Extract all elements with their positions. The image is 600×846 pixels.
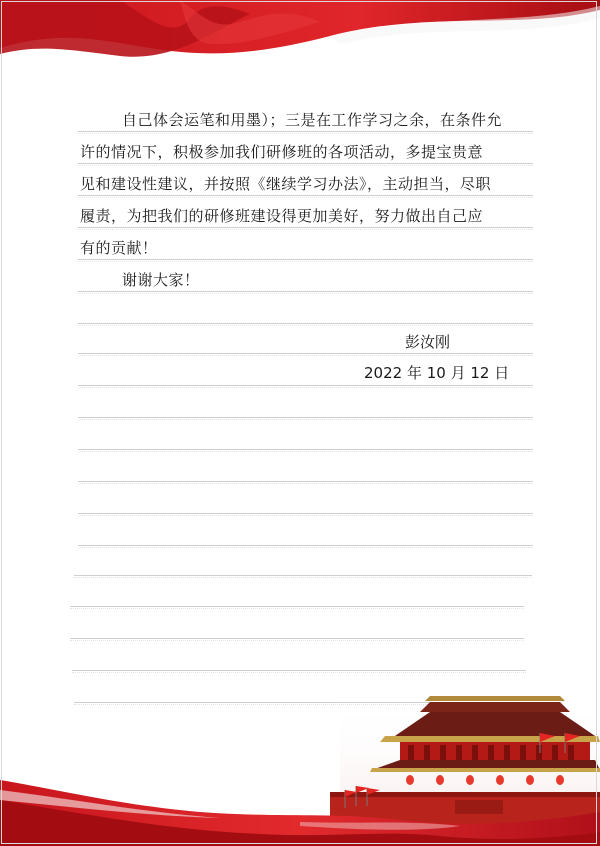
ruled-line (78, 227, 533, 228)
ruled-line (70, 638, 524, 639)
tiananmen-gate-illustration (330, 696, 600, 832)
ruled-line (78, 323, 533, 324)
ruled-line (72, 670, 526, 671)
signature-name: 彭汝刚 (405, 333, 451, 351)
paragraph-line: 许的情况下，积极参加我们研修班的各项活动，多提宝贵意 (80, 143, 484, 161)
ruled-line (78, 545, 533, 546)
signature-date: 2022 年 10 月 12 日 (364, 364, 510, 382)
ruled-line (78, 385, 533, 386)
closing-line: 谢谢大家！ (122, 271, 200, 289)
ruled-line (78, 353, 533, 354)
top-red-ribbon-banner (0, 0, 600, 80)
ruled-line (78, 195, 533, 196)
paragraph-line: 自己体会运笔和用墨）；三是在工作学习之余，在条件允 (122, 111, 503, 129)
paragraph-line: 见和建设性建议，并按照《继续学习办法》，主动担当，尽职 (80, 175, 492, 193)
ruled-line (78, 513, 533, 514)
ruled-line (78, 481, 533, 482)
ruled-line (78, 131, 533, 132)
ruled-line (78, 259, 533, 260)
ruled-line (78, 163, 533, 164)
ruled-line (70, 606, 524, 607)
paragraph-line: 履责，为把我们的研修班建设得更加美好，努力做出自己应 (80, 207, 484, 225)
ruled-line (78, 417, 533, 418)
ruled-line (78, 291, 533, 292)
ruled-line (78, 449, 533, 450)
ruled-line (74, 575, 532, 576)
paragraph-line: 有的贡献！ (80, 239, 158, 257)
bottom-red-ribbon-wave (0, 780, 600, 846)
ruled-line (74, 702, 524, 703)
